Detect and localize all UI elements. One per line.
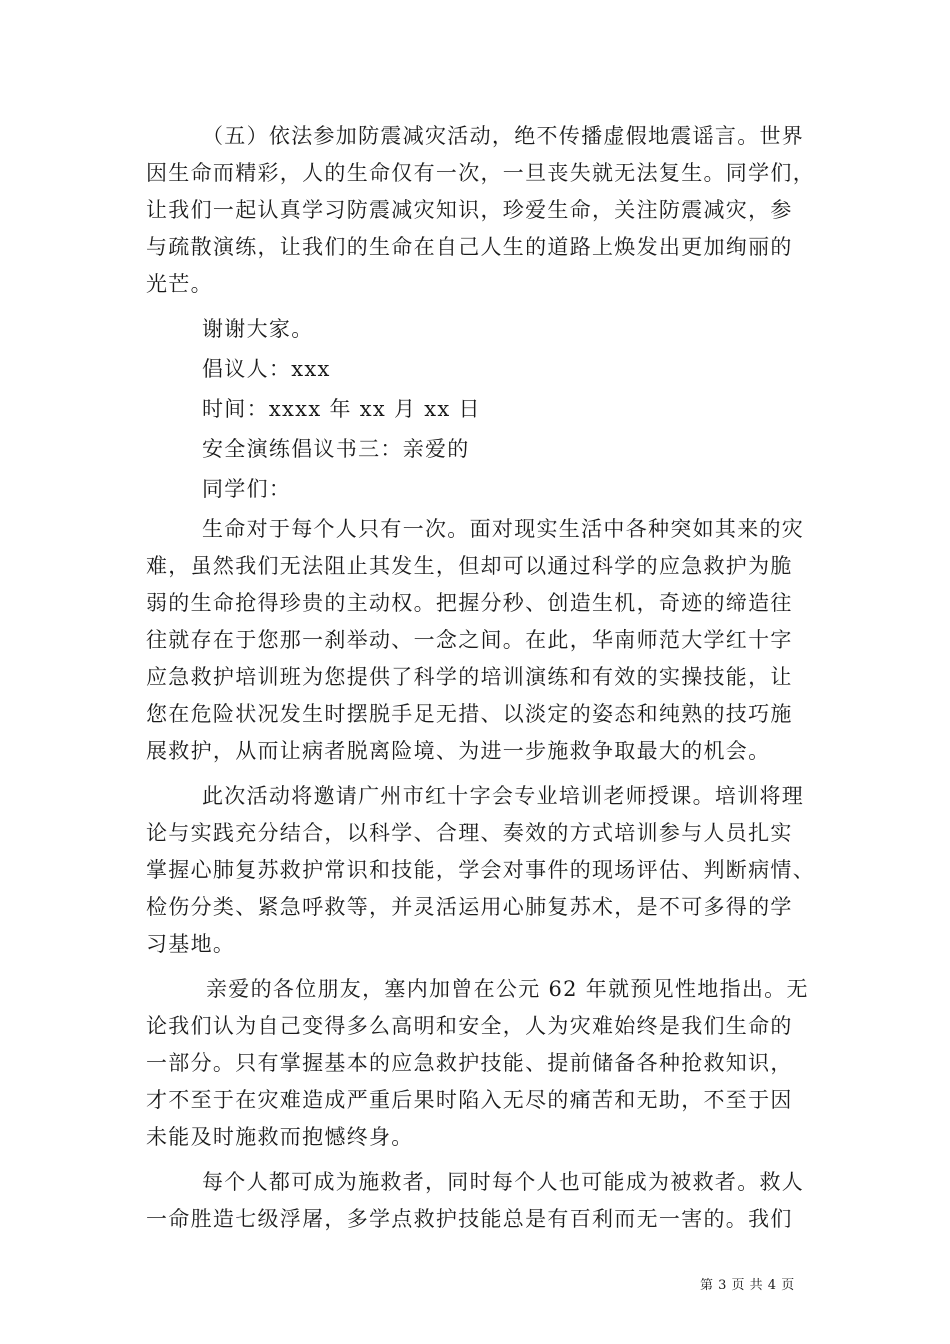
text-line: 光芒。 bbox=[146, 272, 213, 296]
text-line: 与疏散演练，让我们的生命在自己人生的道路上焕发出更加绚丽的 bbox=[146, 235, 793, 259]
date-line: 时间：xxxx 年 xx 月 xx 日 bbox=[202, 397, 481, 421]
text-line: 因生命而精彩，人的生命仅有一次，一旦丧失就无法复生。同学们， bbox=[146, 161, 815, 185]
text-line: 掌握心肺复苏救护常识和技能，学会对事件的现场评估、判断病情、 bbox=[146, 858, 815, 882]
paragraph-earthquake bbox=[146, 118, 815, 303]
text-line: 检伤分类、紧急呼救等，并灵活运用心肺复苏术，是不可多得的学 bbox=[146, 895, 793, 919]
text-line: 生命对于每个人只有一次。面对现实生活中各种突如其来的灾 bbox=[202, 517, 805, 541]
text-line: 亲爱的各位朋友，塞内加曾在公元 62 年就预见性地指出。无 bbox=[206, 977, 809, 1001]
document-body bbox=[146, 118, 815, 1238]
salutation: 同学们： bbox=[202, 477, 292, 501]
text-line: 应急救护培训班为您提供了科学的培训演练和有效的实操技能，让 bbox=[146, 665, 793, 689]
text-line: 难，虽然我们无法阻止其发生，但却可以通过科学的应急救护为脆 bbox=[146, 554, 793, 578]
paragraph-life bbox=[146, 511, 808, 770]
text-line: 往就存在于您那一刹举动、一念之间。在此，华南师范大学红十字 bbox=[146, 628, 793, 652]
text-line: 一部分。只有掌握基本的应急救护技能、提前储备各种抢救知识， bbox=[146, 1051, 793, 1075]
proposer-line: 倡议人：xxx bbox=[202, 357, 331, 381]
text-line: 才不至于在灾难造成严重后果时陷入无尽的痛苦和无助，不至于因 bbox=[146, 1088, 793, 1112]
thanks-line: 谢谢大家。 bbox=[202, 317, 314, 341]
paragraph-training bbox=[146, 778, 815, 963]
text-line: 此次活动将邀请广州市红十字会专业培训老师授课。培训将理 bbox=[202, 784, 805, 808]
text-line: 让我们一起认真学习防震减灾知识，珍爱生命，关注防震减灾，参 bbox=[146, 198, 793, 222]
text-line: 弱的生命抢得珍贵的主动权。把握分秒、创造生机，奇迹的缔造往 bbox=[146, 591, 793, 615]
text-line: 论与实践充分结合，以科学、合理、奏效的方式培训参与人员扎实 bbox=[146, 821, 793, 845]
text-line: 一命胜造七级浮屠，多学点救护技能总是有百利而无一害的。我们 bbox=[146, 1207, 793, 1231]
text-line: 每个人都可成为施救者，同时每个人也可能成为被救者。救人 bbox=[202, 1170, 805, 1194]
page-number: 第 3 页 共 4 页 bbox=[700, 1278, 795, 1293]
text-line: 展救护，从而让病者脱离险境、为进一步施救争取最大的机会。 bbox=[146, 739, 771, 763]
section-title: 安全演练倡议书三：亲爱的 bbox=[202, 437, 470, 461]
text-line: 习基地。 bbox=[146, 932, 236, 956]
text-line: 论我们认为自己变得多么高明和安全，人为灾难始终是我们生命的 bbox=[146, 1014, 793, 1038]
text-line: 未能及时施救而抱憾终身。 bbox=[146, 1125, 414, 1149]
text-line: （五）依法参加防震减灾活动，绝不传播虚假地震谣言。世界 bbox=[202, 124, 805, 148]
paragraph-seneca bbox=[146, 971, 808, 1156]
paragraph-rescuer bbox=[146, 1164, 808, 1238]
text-line: 您在危险状况发生时摆脱手足无措、以淡定的姿态和纯熟的技巧施 bbox=[146, 702, 793, 726]
